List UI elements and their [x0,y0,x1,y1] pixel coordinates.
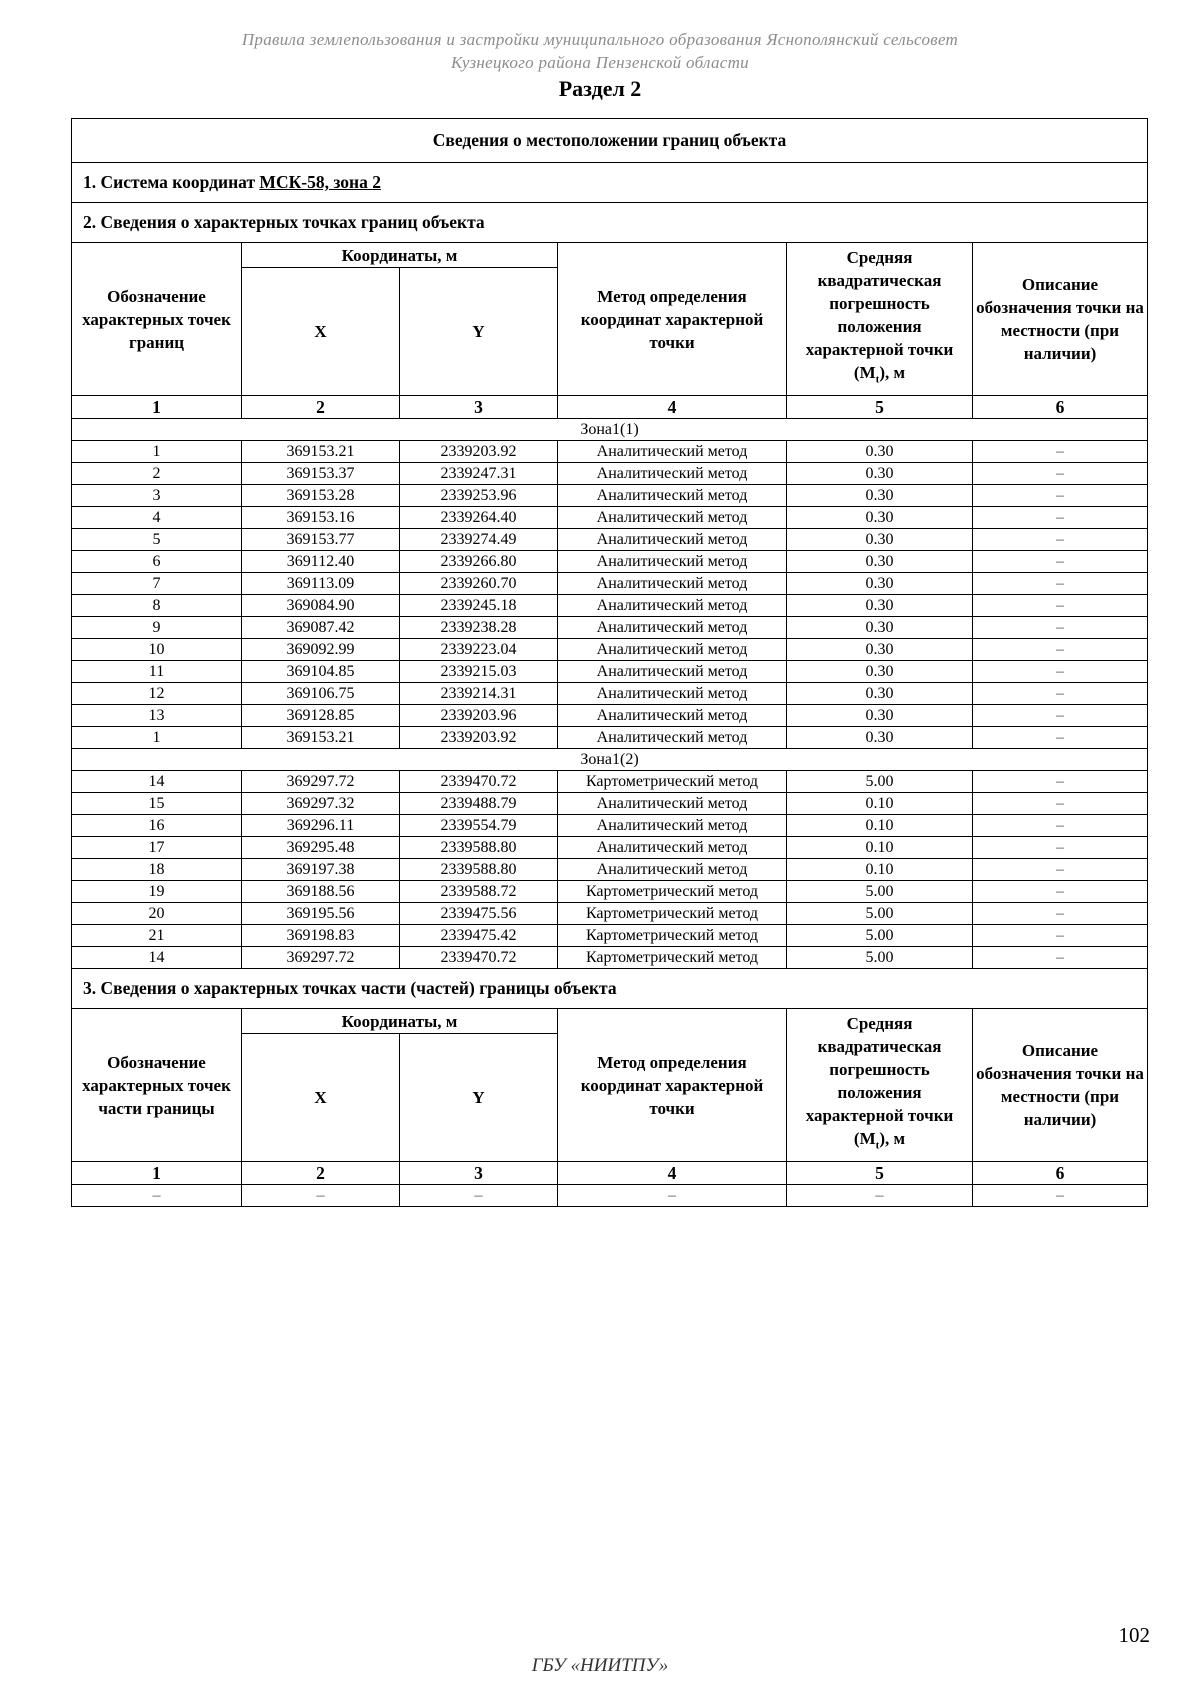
cell-method: – [558,1185,787,1207]
cell-error: 0.30 [787,485,973,507]
part-header-method: Метод определения координат характерной точки [558,1009,787,1162]
cell-point-number: 9 [72,617,242,639]
cell-coord-x: 369195.56 [242,903,400,925]
cell-method: Аналитический метод [558,837,787,859]
section-title: Раздел 2 [558,76,642,101]
column-number: 2 [242,396,400,419]
cell-description: – [973,573,1148,595]
cell-coord-y: 2339475.56 [400,903,558,925]
cell-error: 0.30 [787,441,973,463]
table-row [72,925,1148,947]
cell-description: – [973,595,1148,617]
cell-method: Аналитический метод [558,573,787,595]
cell-method: Аналитический метод [558,595,787,617]
table-row [72,903,1148,925]
cell-error: 5.00 [787,947,973,969]
cell-error: 0.30 [787,639,973,661]
cell-description: – [973,947,1148,969]
cell-coord-y: 2339470.72 [400,947,558,969]
cell-error: 0.30 [787,661,973,683]
cell-error: 5.00 [787,903,973,925]
table-row [72,815,1148,837]
column-number: 2 [242,1162,400,1185]
cell-point-number: 1 [72,727,242,749]
table-row [72,705,1148,727]
cell-coord-x: 369153.77 [242,529,400,551]
cell-method: Аналитический метод [558,859,787,881]
table-row [72,771,1148,793]
cell-point-number: 10 [72,639,242,661]
cell-method: Аналитический метод [558,705,787,727]
cell-method: Картометрический метод [558,947,787,969]
table-row [72,859,1148,881]
cell-point-number: 21 [72,925,242,947]
cell-point-number: 14 [72,771,242,793]
cell-description: – [973,859,1148,881]
cell-coord-x: 369197.38 [242,859,400,881]
cell-description: – [973,925,1148,947]
cell-description: – [973,793,1148,815]
column-number: 5 [787,1162,973,1185]
cell-description: – [973,903,1148,925]
cell-error: 0.10 [787,837,973,859]
column-number: 3 [400,396,558,419]
cell-coord-y: 2339203.92 [400,727,558,749]
cell-description: – [973,705,1148,727]
column-number: 1 [72,1162,242,1185]
cell-coord-x: 369153.21 [242,441,400,463]
cell-point-number: 2 [72,463,242,485]
cell-coord-y: 2339247.31 [400,463,558,485]
boundary-table [71,118,1148,1207]
header-coordinates: Координаты, м [242,243,558,268]
cell-point-number: 8 [72,595,242,617]
cell-method: Аналитический метод [558,683,787,705]
column-number: 1 [72,396,242,419]
cell-error: 0.30 [787,573,973,595]
zone-row [72,749,1148,771]
zone-row [72,419,1148,441]
column-number: 3 [400,1162,558,1185]
table-row [72,793,1148,815]
document-header-line-1: Правила землепользования и застройки муниципального образования Яснополянский сельсовет [241,30,959,49]
cell-method: Аналитический метод [558,529,787,551]
cell-coord-x: – [242,1185,400,1207]
column-number: 4 [558,1162,787,1185]
cell-point-number: 15 [72,793,242,815]
cell-error: 0.10 [787,793,973,815]
table-title: Сведения о местоположении границ объекта [72,119,1148,163]
cell-coord-x: 369113.09 [242,573,400,595]
part-header-x: X [242,1034,400,1162]
cell-error: 0.30 [787,683,973,705]
coordinate-system-label: 1. Система координат [83,172,256,192]
cell-coord-x: 369153.16 [242,507,400,529]
footer-organization: ГБУ «НИИТПУ» [531,1655,669,1676]
cell-description: – [973,771,1148,793]
cell-method: Картометрический метод [558,881,787,903]
cell-coord-x: 369198.83 [242,925,400,947]
cell-method: Аналитический метод [558,485,787,507]
cell-method: Аналитический метод [558,815,787,837]
cell-description: – [973,485,1148,507]
cell-coord-x: 369128.85 [242,705,400,727]
part-column-number-row [72,1162,1148,1185]
cell-coord-x: 369188.56 [242,881,400,903]
cell-description: – [973,727,1148,749]
table-row [72,639,1148,661]
cell-coord-y: 2339214.31 [400,683,558,705]
cell-error: 0.30 [787,529,973,551]
cell-description: – [973,837,1148,859]
cell-error: 0.30 [787,705,973,727]
table-row [72,661,1148,683]
zone-label: Зона1(2) [72,749,1148,771]
cell-point-number: 16 [72,815,242,837]
table-row [72,529,1148,551]
cell-description: – [973,463,1148,485]
cell-description: – [973,639,1148,661]
cell-coord-y: 2339588.80 [400,837,558,859]
cell-point-number: 20 [72,903,242,925]
cell-method: Картометрический метод [558,771,787,793]
table-row [72,683,1148,705]
part-section-title: 3. Сведения о характерных точках части (частей) границы объекта [72,969,1148,1009]
cell-method: Аналитический метод [558,551,787,573]
cell-description: – [973,551,1148,573]
coordinate-system-row [72,163,1148,203]
document-header-line-2: Кузнецкого района Пензенской области [451,53,749,72]
cell-error: – [787,1185,973,1207]
table-row [72,617,1148,639]
cell-coord-x: 369296.11 [242,815,400,837]
cell-coord-y: – [400,1185,558,1207]
cell-point-number: 1 [72,441,242,463]
cell-coord-x: 369112.40 [242,551,400,573]
column-number-row [72,396,1148,419]
cell-description: – [973,683,1148,705]
table-row [72,837,1148,859]
cell-method: Аналитический метод [558,727,787,749]
cell-point-number: 17 [72,837,242,859]
cell-error: 5.00 [787,771,973,793]
table-row [72,485,1148,507]
cell-description: – [973,1185,1148,1207]
cell-coord-y: 2339238.28 [400,617,558,639]
cell-description: – [973,881,1148,903]
cell-error: 0.30 [787,595,973,617]
cell-error: 5.00 [787,925,973,947]
cell-description: – [973,617,1148,639]
cell-point-number: 14 [72,947,242,969]
cell-description: – [973,529,1148,551]
table-row [72,463,1148,485]
header-error: Средняя квадратическая погрешность положения характерной точки $(M_t)$, м [787,243,973,396]
cell-coord-y: 2339215.03 [400,661,558,683]
cell-coord-y: 2339274.49 [400,529,558,551]
cell-point-number: 6 [72,551,242,573]
column-number: 5 [787,396,973,419]
cell-coord-x: 369297.72 [242,947,400,969]
table-row [72,441,1148,463]
cell-coord-y: 2339266.80 [400,551,558,573]
cell-coord-y: 2339203.92 [400,441,558,463]
cell-error: 0.30 [787,507,973,529]
cell-coord-y: 2339588.80 [400,859,558,881]
cell-coord-x: 369092.99 [242,639,400,661]
cell-method: Аналитический метод [558,617,787,639]
points-section-title: 2. Сведения о характерных точках границ объекта [72,203,1148,243]
cell-point-number: 3 [72,485,242,507]
part-header-designation: Обозначение характерных точек части границы [72,1009,242,1162]
cell-coord-y: 2339260.70 [400,573,558,595]
cell-error: 0.30 [787,617,973,639]
column-number: 6 [973,396,1148,419]
part-header-y: Y [400,1034,558,1162]
cell-point-number: 13 [72,705,242,727]
header-x: X [242,268,400,396]
header-y: Y [400,268,558,396]
cell-error: 0.30 [787,463,973,485]
cell-point-number: 4 [72,507,242,529]
cell-coord-y: 2339470.72 [400,771,558,793]
cell-coord-y: 2339223.04 [400,639,558,661]
cell-coord-y: 2339588.72 [400,881,558,903]
cell-method: Картометрический метод [558,903,787,925]
cell-coord-y: 2339554.79 [400,815,558,837]
cell-method: Аналитический метод [558,639,787,661]
page-number: 102 [1118,1623,1150,1647]
coordinate-system-value: МСК-58, зона 2 [259,172,381,192]
table-row [72,727,1148,749]
cell-point-number: 18 [72,859,242,881]
cell-coord-y: 2339475.42 [400,925,558,947]
table-row [72,507,1148,529]
column-number: 4 [558,396,787,419]
cell-coord-y: 2339203.96 [400,705,558,727]
cell-method: Картометрический метод [558,925,787,947]
table-row [72,595,1148,617]
header-designation: Обозначение характерных точек границ [72,243,242,396]
cell-coord-x: 369106.75 [242,683,400,705]
cell-point-number: – [72,1185,242,1207]
cell-description: – [973,661,1148,683]
cell-error: 0.30 [787,727,973,749]
zone-label: Зона1(1) [72,419,1148,441]
cell-coord-x: 369084.90 [242,595,400,617]
cell-coord-y: 2339253.96 [400,485,558,507]
cell-error: 0.10 [787,815,973,837]
cell-method: Аналитический метод [558,441,787,463]
cell-method: Аналитический метод [558,661,787,683]
cell-coord-x: 369087.42 [242,617,400,639]
table-row [72,947,1148,969]
cell-description: – [973,441,1148,463]
part-header-description: Описание обозначения точки на местности (при наличии) [973,1009,1148,1162]
cell-error: 0.10 [787,859,973,881]
cell-error: 5.00 [787,881,973,903]
table-row [72,551,1148,573]
header-method: Метод определения координат характерной точки [558,243,787,396]
cell-coord-x: 369153.28 [242,485,400,507]
cell-coord-x: 369153.37 [242,463,400,485]
cell-point-number: 11 [72,661,242,683]
table-row [72,881,1148,903]
cell-description: – [973,815,1148,837]
cell-method: Аналитический метод [558,507,787,529]
cell-coord-y: 2339264.40 [400,507,558,529]
cell-method: Аналитический метод [558,793,787,815]
cell-coord-y: 2339245.18 [400,595,558,617]
cell-coord-x: 369295.48 [242,837,400,859]
cell-point-number: 12 [72,683,242,705]
cell-coord-x: 369153.21 [242,727,400,749]
cell-coord-y: 2339488.79 [400,793,558,815]
cell-coord-x: 369104.85 [242,661,400,683]
part-header-error: Средняя квадратическая погрешность положения характерной точки $(M_t)$, м [787,1009,973,1162]
column-number: 6 [973,1162,1148,1185]
cell-coord-x: 369297.72 [242,771,400,793]
cell-coord-x: 369297.32 [242,793,400,815]
table-row [72,1185,1148,1207]
part-header-coordinates: Координаты, м [242,1009,558,1034]
table-row [72,573,1148,595]
cell-error: 0.30 [787,551,973,573]
cell-method: Аналитический метод [558,463,787,485]
cell-description: – [973,507,1148,529]
header-description: Описание обозначения точки на местности (при наличии) [973,243,1148,396]
cell-point-number: 5 [72,529,242,551]
cell-point-number: 19 [72,881,242,903]
cell-point-number: 7 [72,573,242,595]
